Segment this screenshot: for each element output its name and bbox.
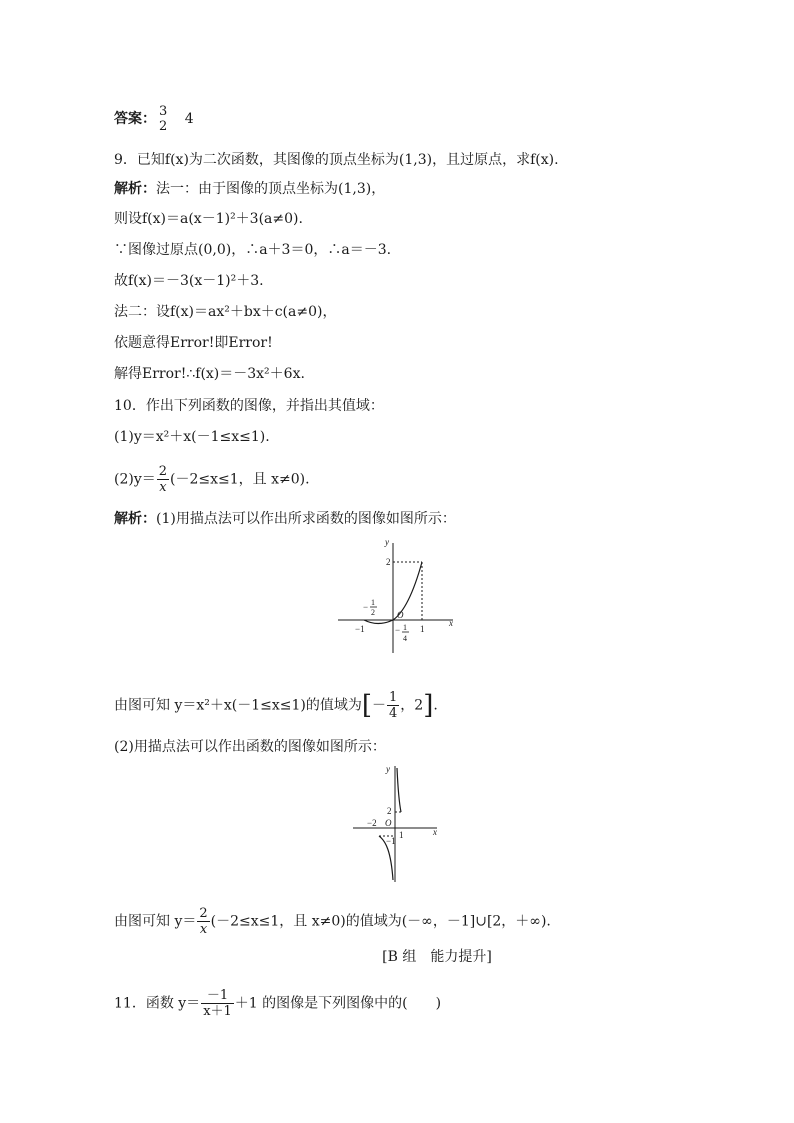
range1-fraction: $\frac{1}{4}$ <box>389 690 398 721</box>
graph1-neg-quarter-den: 4 <box>403 634 407 643</box>
graph1-x-tick-neg1: −1 <box>355 624 365 634</box>
q10-part2: (2)y＝ $\frac{2}{x}$ (－2≤x≤1，且 x≠0). <box>114 464 310 495</box>
q9-stem: 9．已知f(x)为二次函数，其图像的顶点坐标为(1,3)，且过原点，求f(x). <box>114 152 559 168</box>
graph2-branch-right <box>397 768 401 812</box>
graph2-y-label: y <box>386 764 390 774</box>
graph1-y-label: y <box>385 537 389 547</box>
answer-fraction: 3 2 <box>159 104 168 134</box>
graph1-neg-half-sign: − <box>363 602 369 612</box>
graph1-neg-half-den: 2 <box>371 608 375 617</box>
q9-analysis-1 <box>114 179 385 199</box>
answer-line <box>114 104 194 134</box>
answer-label: 答案： <box>114 111 156 127</box>
graph-1 <box>336 535 466 655</box>
q9-m2-line3: 解得Error!∴f(x)＝－3x²＋6x. <box>114 366 305 382</box>
q9-m1-line2: 则设f(x)＝a(x－1)²＋3(a≠0). <box>114 211 303 227</box>
q10-analysis-label: 解析： <box>114 511 156 527</box>
q9-m2-line1: 法二：设f(x)＝ax²＋bx＋c(a≠0)， <box>114 304 337 320</box>
q10-part1: (1)y＝x²＋x(－1≤x≤1). <box>114 429 270 445</box>
q9-m1-line3: ∵图像过原点(0,0)，∴a＋3＝0，∴a＝－3. <box>114 242 392 258</box>
graph2-origin: O <box>385 818 392 828</box>
section-heading: [B 组 能力提升] <box>382 949 492 965</box>
graph1-neg-quarter-num: 1 <box>403 623 407 632</box>
q9-analysis-label: 解析： <box>114 181 156 197</box>
answer-second: 4 <box>184 111 194 127</box>
graph2-x-label: x <box>433 827 437 837</box>
q9-m1-line1: 法一：由于图像的顶点坐标为(1,3)， <box>156 181 386 197</box>
graph1-x-tick-1: 1 <box>420 624 425 634</box>
q9-m2-line2: 依题意得Error!即Error! <box>114 335 273 351</box>
graph1-x-label: x <box>449 618 453 628</box>
q10-a2-text: (2)用描点法可以作出函数的图像如图所示： <box>114 739 386 755</box>
q10-analysis <box>114 509 456 529</box>
graph1-origin: O <box>397 610 404 620</box>
graph1-neg-quarter-sign: − <box>395 625 401 635</box>
graph2-tick-neg2: −2 <box>367 818 377 828</box>
graph-2 <box>350 762 450 884</box>
range2-line: 由图可知 y＝ $\frac{2}{x}$ (－2≤x≤1，且 x≠0)的值域为(－∞，－1]∪[2，＋∞). <box>114 906 551 937</box>
graph2-tick-2: 2 <box>387 806 392 816</box>
graph1-y-tick-2: 2 <box>386 557 391 567</box>
q11-stem: 11．函数 y＝ $\frac{-1}{x+1}$ ＋1 的图像是下列图像中的( ) <box>114 988 442 1019</box>
q9-m1-line4: 故f(x)＝－3(x－1)²＋3. <box>114 273 264 289</box>
q10-part2-fraction: $\frac{2}{x}$ <box>158 464 168 495</box>
graph2-tick-neg1: −1 <box>386 836 396 846</box>
q10-stem: 10．作出下列函数的图像，并指出其值域： <box>114 398 384 414</box>
graph2-tick-1: 1 <box>399 830 404 840</box>
q10-a1-text: (1)用描点法可以作出所求函数的图像如图所示： <box>156 511 456 527</box>
q11-fraction: $\frac{-1}{x+1}$ <box>203 988 232 1019</box>
range1-line: 由图可知 y＝x²＋x(－1≤x≤1)的值域为[－ $\frac{1}{4}$ ，2]. <box>114 690 438 721</box>
graph1-neg-half-num: 1 <box>371 598 375 607</box>
range2-fraction: $\frac{2}{x}$ <box>199 906 208 937</box>
